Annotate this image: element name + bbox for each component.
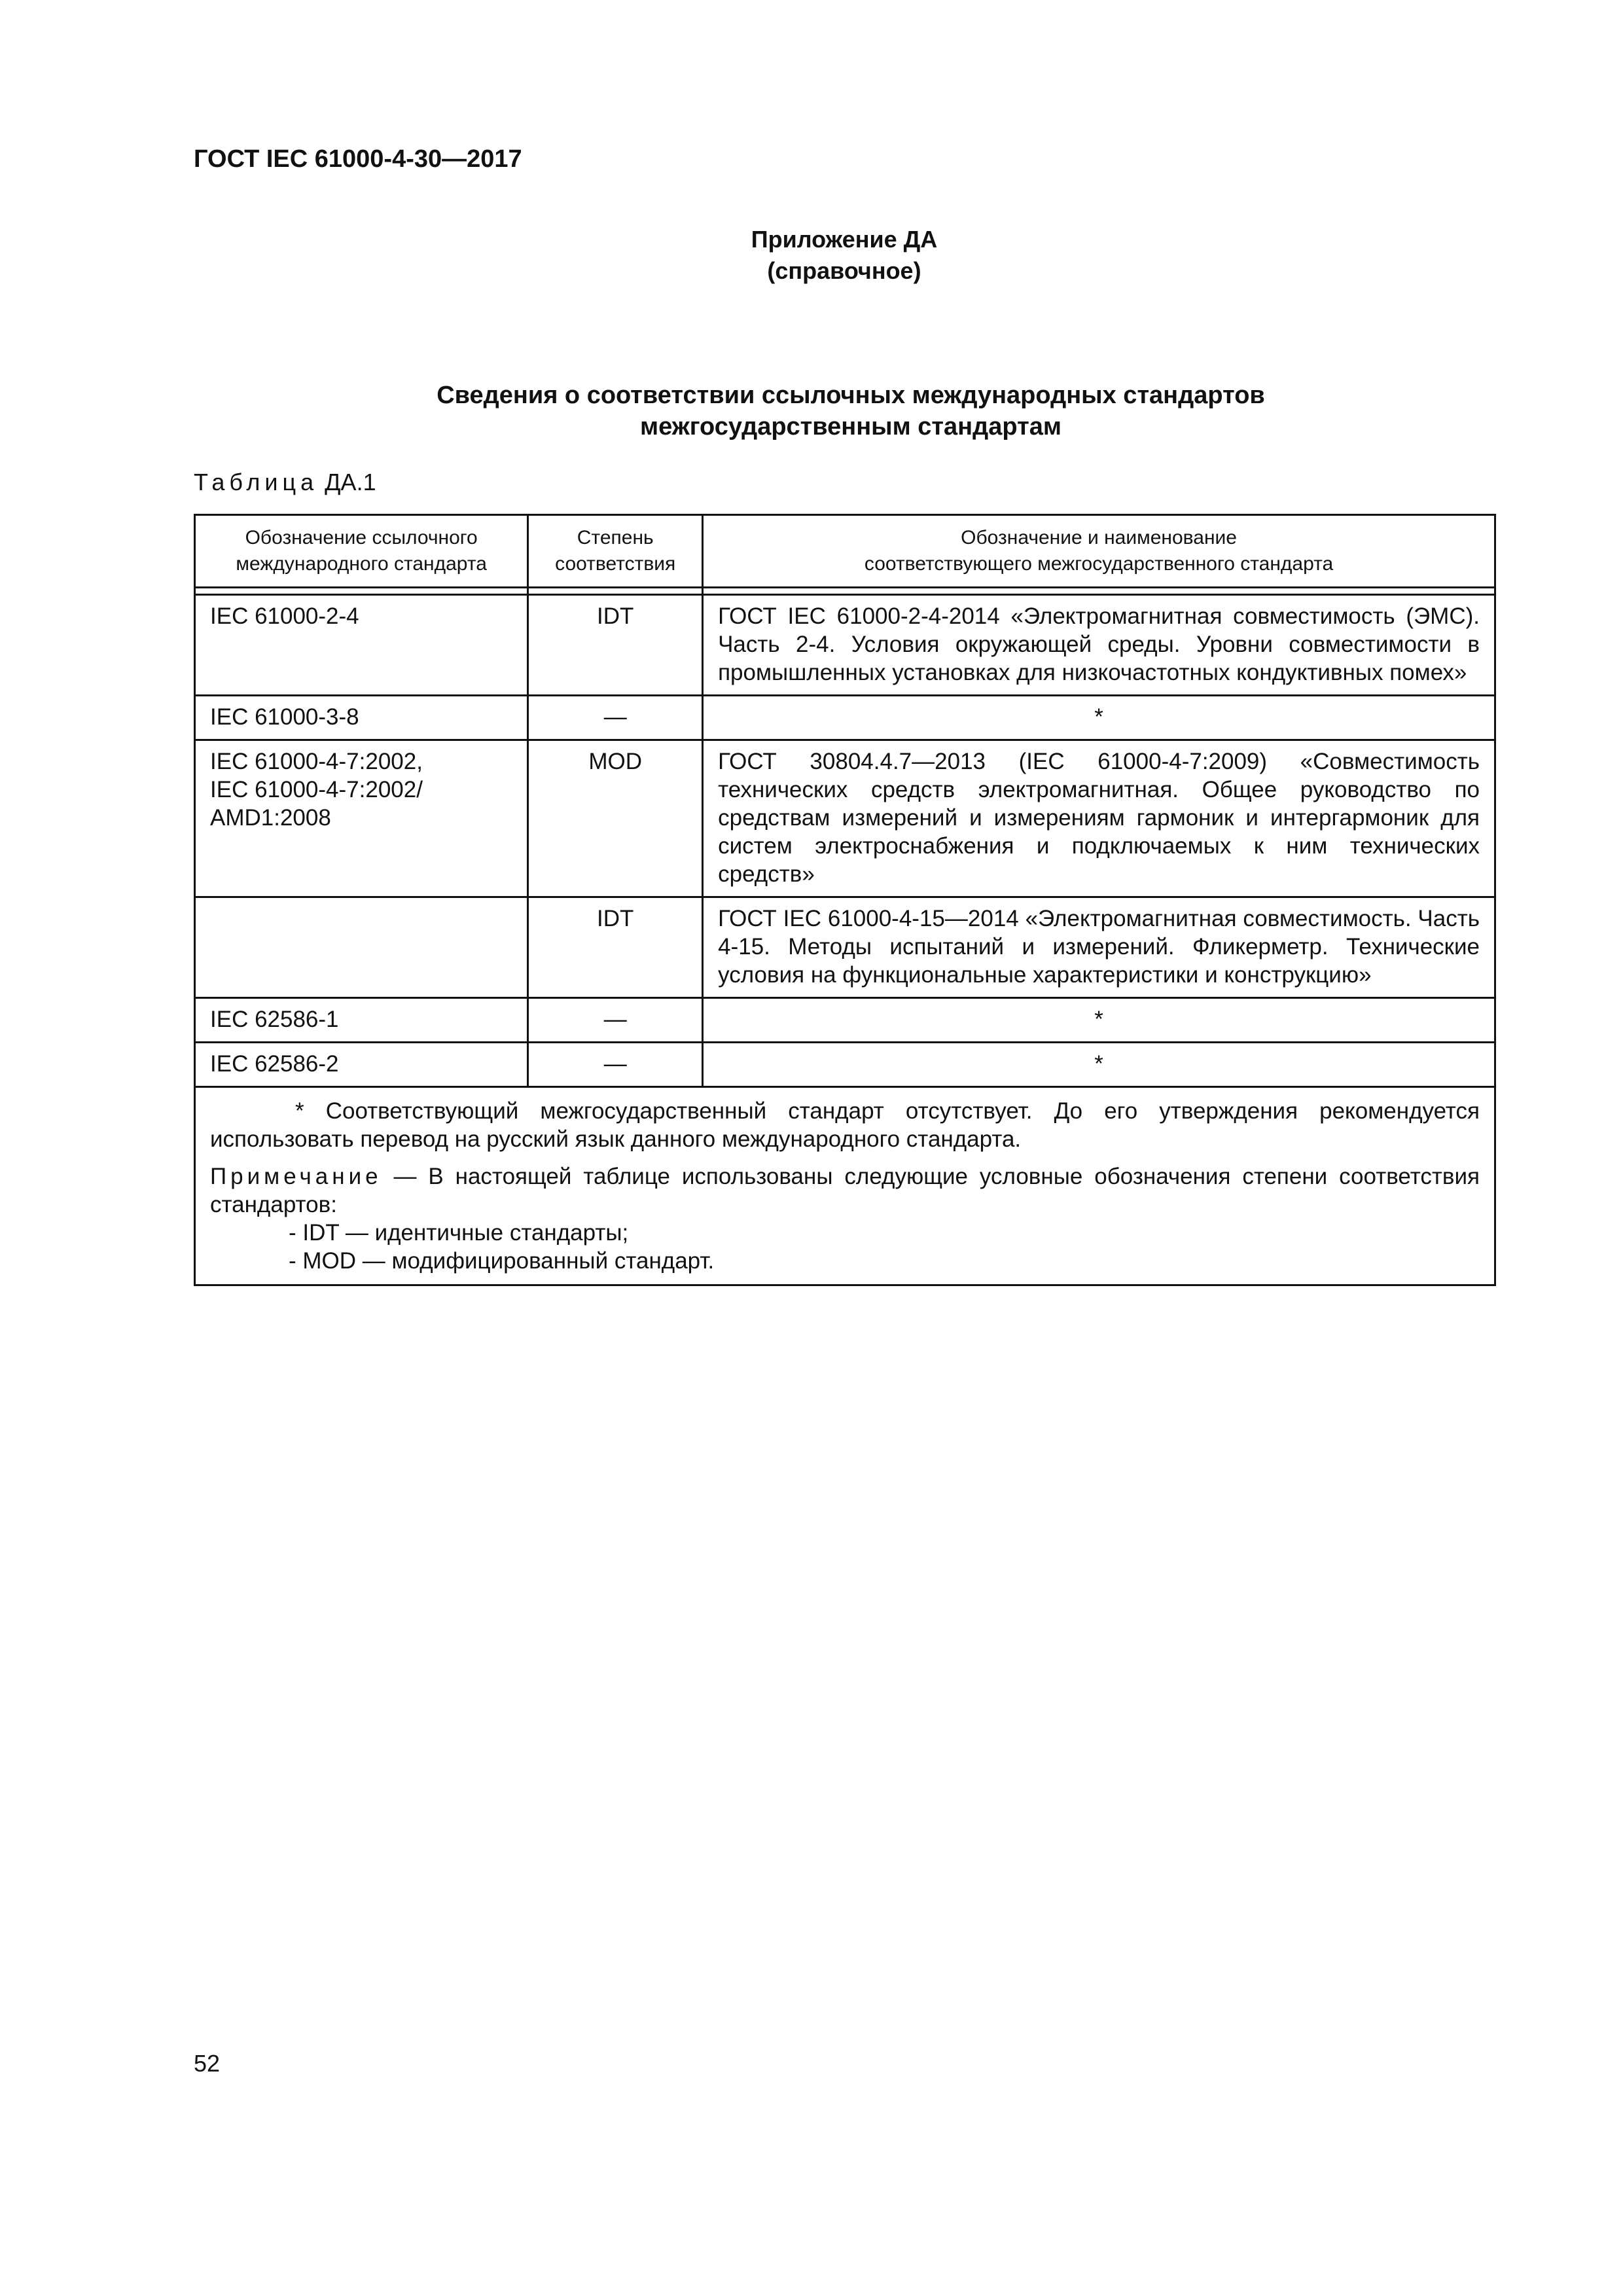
correspondence-table xyxy=(194,514,1496,1286)
note xyxy=(210,1162,1480,1219)
header-text: Обозначение ссылочного xyxy=(245,527,478,548)
designation-line: IEC 62586-2 xyxy=(210,1051,339,1077)
note-text: — В настоящей таблице использованы следующие условные обозначения степени соответствия стандартов: xyxy=(210,1164,1480,1217)
table-label-number: ДА.1 xyxy=(325,469,376,495)
cell-designation xyxy=(195,696,528,740)
header-degree xyxy=(528,515,703,588)
header-text: соответствия xyxy=(555,553,676,575)
table-footer-row xyxy=(195,1087,1495,1285)
cell-designation xyxy=(195,595,528,696)
cell-designation xyxy=(195,897,528,998)
cell-standard-name: * xyxy=(703,696,1495,740)
cell-standard-name: * xyxy=(703,1043,1495,1087)
table-footer xyxy=(195,1087,1495,1285)
cell-designation xyxy=(195,998,528,1043)
designation-line: IEC 61000-3-8 xyxy=(210,704,359,730)
cell-degree: — xyxy=(528,1043,703,1087)
note-list-item: - MOD — модифицированный стандарт. xyxy=(289,1248,715,1274)
table-row xyxy=(195,998,1495,1043)
table-header-row xyxy=(195,515,1495,588)
note-list-item: - IDT — идентичные стандарты; xyxy=(289,1220,629,1246)
annex-heading xyxy=(0,224,1623,287)
designation-line: AMD1:2008 xyxy=(210,805,331,831)
header-text: Обозначение и наименование xyxy=(961,527,1237,548)
note-list xyxy=(210,1219,1480,1275)
cell-standard-name: * xyxy=(703,998,1495,1043)
header-separator xyxy=(195,588,1495,595)
document-code: ГОСТ IEC 61000-4-30—2017 xyxy=(194,145,522,173)
cell-degree: MOD xyxy=(528,740,703,897)
header-text: соответствующего межгосударственного стандарта xyxy=(864,553,1334,575)
header-designation xyxy=(195,515,528,588)
cell-standard-name: ГОСТ IEC 61000-2-4-2014 «Электромагнитная совместимость (ЭМС). Часть 2-4. Условия окружающей среды. Уровни совместимости в промышленных установках для низкочастотных кондуктивных помех» xyxy=(703,595,1495,696)
cell-degree: IDT xyxy=(528,595,703,696)
table-row xyxy=(195,1043,1495,1087)
annex-kind: (справочное) xyxy=(767,257,921,284)
cell-degree: IDT xyxy=(528,897,703,998)
designation-line: IEC 61000-4-7:2002/ xyxy=(210,777,423,802)
footnote: * Соответствующий межгосударственный стандарт отсутствует. До его утверждения рекомендуется использовать перевод на русский язык данного международного стандарта. xyxy=(210,1098,1480,1152)
table-label xyxy=(194,469,376,496)
cell-designation xyxy=(195,1043,528,1087)
section-title-line: межгосударственным стандартам xyxy=(640,413,1061,440)
annex-title: Приложение ДА xyxy=(751,226,938,253)
table-row xyxy=(195,740,1495,897)
header-interstate-standard xyxy=(703,515,1495,588)
section-title xyxy=(196,380,1505,442)
cell-standard-name: ГОСТ 30804.4.7—2013 (IEC 61000-4-7:2009) «Совместимость технических средств электромагнитная. Общее руководство по средствам измерений и измерениям гармоник и интергармоник для систем электроснабжения и подключаемых к ним технических средств» xyxy=(703,740,1495,897)
cell-standard-name: ГОСТ IEC 61000-4-15—2014 «Электромагнитная совместимость. Часть 4-15. Методы испытаний и измерений. Фликерметр. Технические условия на функциональные характеристики и конструкцию» xyxy=(703,897,1495,998)
cell-degree: — xyxy=(528,998,703,1043)
cell-designation xyxy=(195,740,528,897)
header-text: Степень xyxy=(577,527,654,548)
header-text: международного стандарта xyxy=(236,553,487,575)
cell-degree: — xyxy=(528,696,703,740)
designation-line: IEC 61000-4-7:2002, xyxy=(210,749,423,774)
designation-line: IEC 61000-2-4 xyxy=(210,603,359,629)
table-label-word: Таблица xyxy=(194,469,319,495)
section-title-line: Сведения о соответствии ссылочных международных стандартов xyxy=(437,382,1265,409)
note-label: Примечание xyxy=(210,1164,382,1189)
table-row xyxy=(195,897,1495,998)
table-row xyxy=(195,595,1495,696)
page-number: 52 xyxy=(194,2050,221,2077)
designation-line: IEC 62586-1 xyxy=(210,1007,339,1032)
table-row xyxy=(195,696,1495,740)
